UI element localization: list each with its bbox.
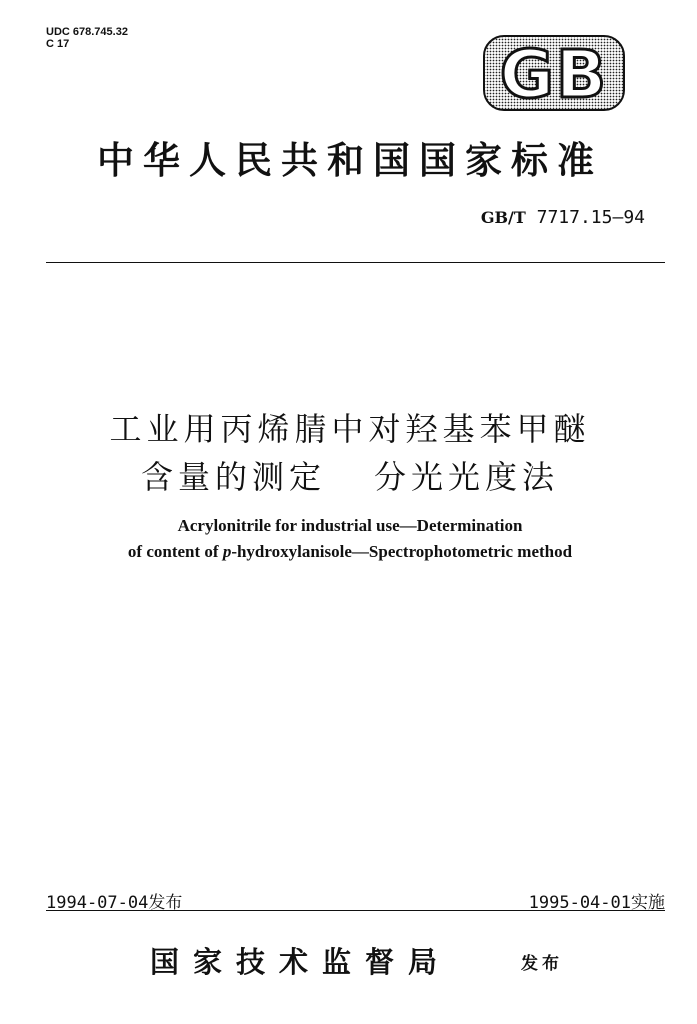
title-en-line2 (40, 542, 660, 562)
title-en-line2-italic: p (222, 542, 232, 561)
header-rule (46, 262, 665, 263)
title-cn-line2 (60, 452, 640, 498)
masthead-title: 中华人民共和国国家标准 (97, 138, 603, 182)
standard-number-value: 7717.15—94 (536, 207, 645, 228)
udc-code: UDC 678.745.32 (46, 26, 128, 38)
issue-date-label: 发布 (148, 893, 183, 913)
footer-rule (46, 910, 665, 911)
title-en-line2-post: -hydroxylanisole—Spectrophotometric method (231, 542, 573, 561)
gb-logo-text: GB (499, 36, 609, 111)
title-en-line2-pre: of content of (127, 542, 223, 561)
effective-date-label: 实施 (631, 893, 665, 913)
publisher-name: 国家技术监督局 (150, 945, 452, 979)
effective-date-value: 1995-04-01 (528, 893, 631, 913)
standard-number-prefix: GB/T (480, 208, 526, 227)
issue-date-value: 1994-07-04 (46, 893, 149, 913)
title-cn-line1: 工业用丙烯腈中对羟基苯甲醚 (109, 410, 591, 448)
publish-word: 发布 (521, 954, 563, 974)
title-cn-line2-method: 分光光度法 (374, 458, 560, 496)
udc-classification (46, 26, 128, 50)
title-cn-line2-subject: 含量的测定 (140, 458, 326, 496)
class-code: C 17 (46, 38, 70, 50)
gb-logo (483, 35, 625, 111)
standard-number (481, 207, 645, 228)
title-en-line1: Acrylonitrile for industrial use—Determination (177, 516, 523, 535)
